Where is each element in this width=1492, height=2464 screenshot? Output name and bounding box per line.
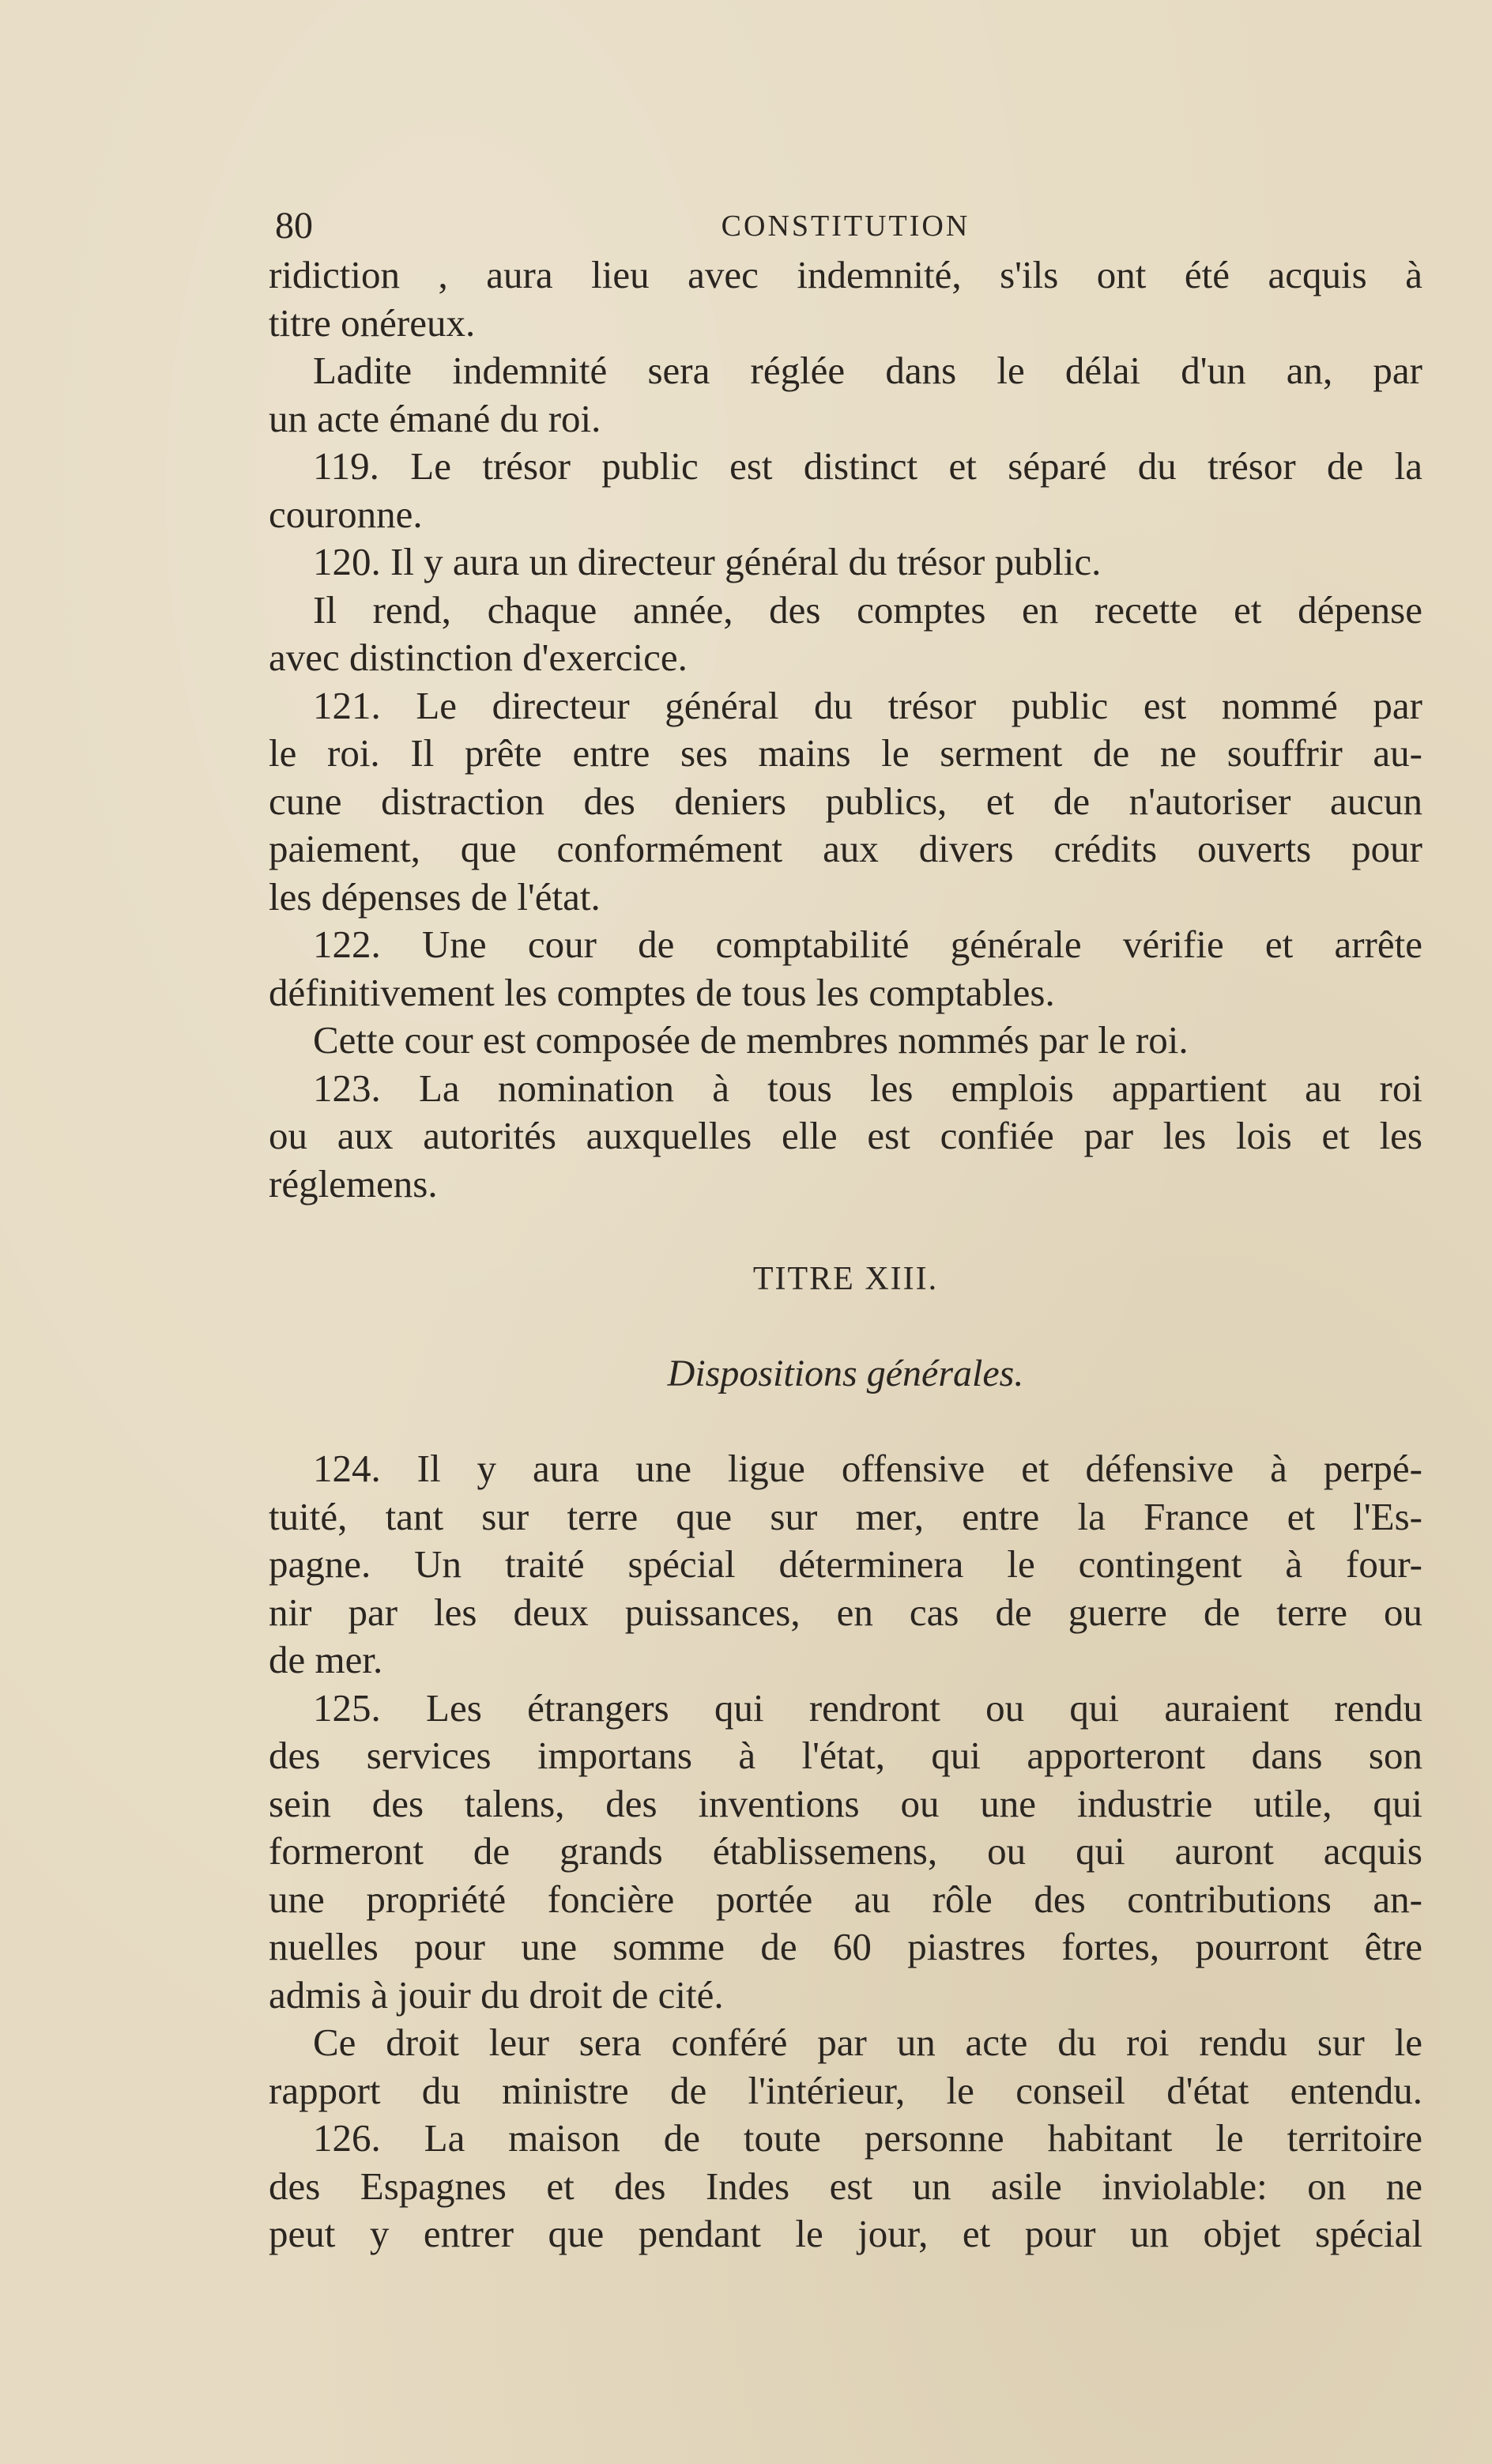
text-line: ou aux autorités auxquelles elle est confiée par les lois et les [269, 1114, 1422, 1157]
text-line: pagne. Un traité spécial déterminera le contingent à four- [269, 1542, 1422, 1586]
text-line: une propriété foncière portée au rôle des contributions an- [269, 1877, 1422, 1921]
text-line: tuité, tant sur terre que sur mer, entre la France et l'Es- [269, 1494, 1422, 1538]
page-number: 80 [275, 205, 313, 247]
section-title: TITRE XIII. [752, 1261, 939, 1297]
text-line: paiement, que conformément aux divers crédits ouverts pour [269, 827, 1422, 870]
text-line: des services importans à l'état, qui apporteront dans son [269, 1734, 1422, 1777]
text-line: couronne. [269, 492, 423, 536]
section-subtitle: Dispositions générales. [667, 1353, 1024, 1394]
text-line: définitivement les comptes de tous les comptables. [269, 970, 1055, 1014]
text-line: 126. La maison de toute personne habitant le territoire [313, 2116, 1422, 2160]
text-line: Il rend, chaque année, des comptes en recette et dépense [313, 587, 1422, 632]
text-line: formeront de grands établissemens, ou qui auront acquis [269, 1829, 1422, 1873]
running-title: CONSTITUTION [721, 209, 970, 243]
text-line: un acte émané du roi. [269, 396, 601, 440]
section-a [269, 251, 1422, 1208]
text-line: cune distraction des deniers publics, et de n'autoriser aucun [269, 779, 1422, 823]
text-line: 120. Il y aura un directeur général du trésor public. [313, 540, 1102, 583]
text-line: Cette cour est composée de membres nommés par le roi. [313, 1018, 1189, 1062]
text-block [269, 204, 1422, 2258]
text-line: sein des talens, des inventions ou une industrie utile, qui [269, 1781, 1422, 1825]
text-line: 121. Le directeur général du trésor public est nommé par [313, 683, 1422, 727]
text-line: des Espagnes et des Indes est un asile inviolable: on ne [269, 2164, 1422, 2208]
text-line: 123. La nomination à tous les emplois appartient au roi [313, 1066, 1422, 1110]
text-line: admis à jouir du droit de cité. [269, 1972, 724, 2017]
section-b [269, 1445, 1422, 2258]
text-line: 119. Le trésor public est distinct et séparé du trésor de la [313, 444, 1422, 488]
running-head [269, 204, 1422, 251]
text-line: de mer. [269, 1638, 383, 1681]
text-line: le roi. Il prête entre ses mains le serment de ne souffrir au- [269, 731, 1422, 775]
text-line: titre onéreux. [269, 300, 476, 345]
text-line: peut y entrer que pendant le jour, et pour un objet spécial [269, 2212, 1422, 2255]
text-line: Ladite indemnité sera réglée dans le délai d'un an, par [313, 349, 1422, 392]
text-line: 124. Il y aura une ligue offensive et défensive à perpé- [313, 1447, 1422, 1490]
text-line: nir par les deux puissances, en cas de guerre de terre ou [269, 1590, 1422, 1634]
text-line: rapport du ministre de l'intérieur, le conseil d'état entendu. [269, 2068, 1422, 2112]
text-line: ridiction , aura lieu avec indemnité, s'ils ont été acquis à [269, 253, 1422, 296]
text-line: les dépenses de l'état. [269, 874, 601, 919]
text-line: nuelles pour une somme de 60 piastres fortes, pourront être [269, 1925, 1422, 1968]
text-line: réglemens. [269, 1161, 438, 1206]
text-line: 125. Les étrangers qui rendront ou qui auraient rendu [313, 1685, 1422, 1730]
text-line: Ce droit leur sera conféré par un acte du roi rendu sur le [313, 2021, 1422, 2064]
text-line: avec distinction d'exercice. [269, 636, 688, 679]
text-line: 122. Une cour de comptabilité générale vérifie et arrête [313, 923, 1422, 966]
